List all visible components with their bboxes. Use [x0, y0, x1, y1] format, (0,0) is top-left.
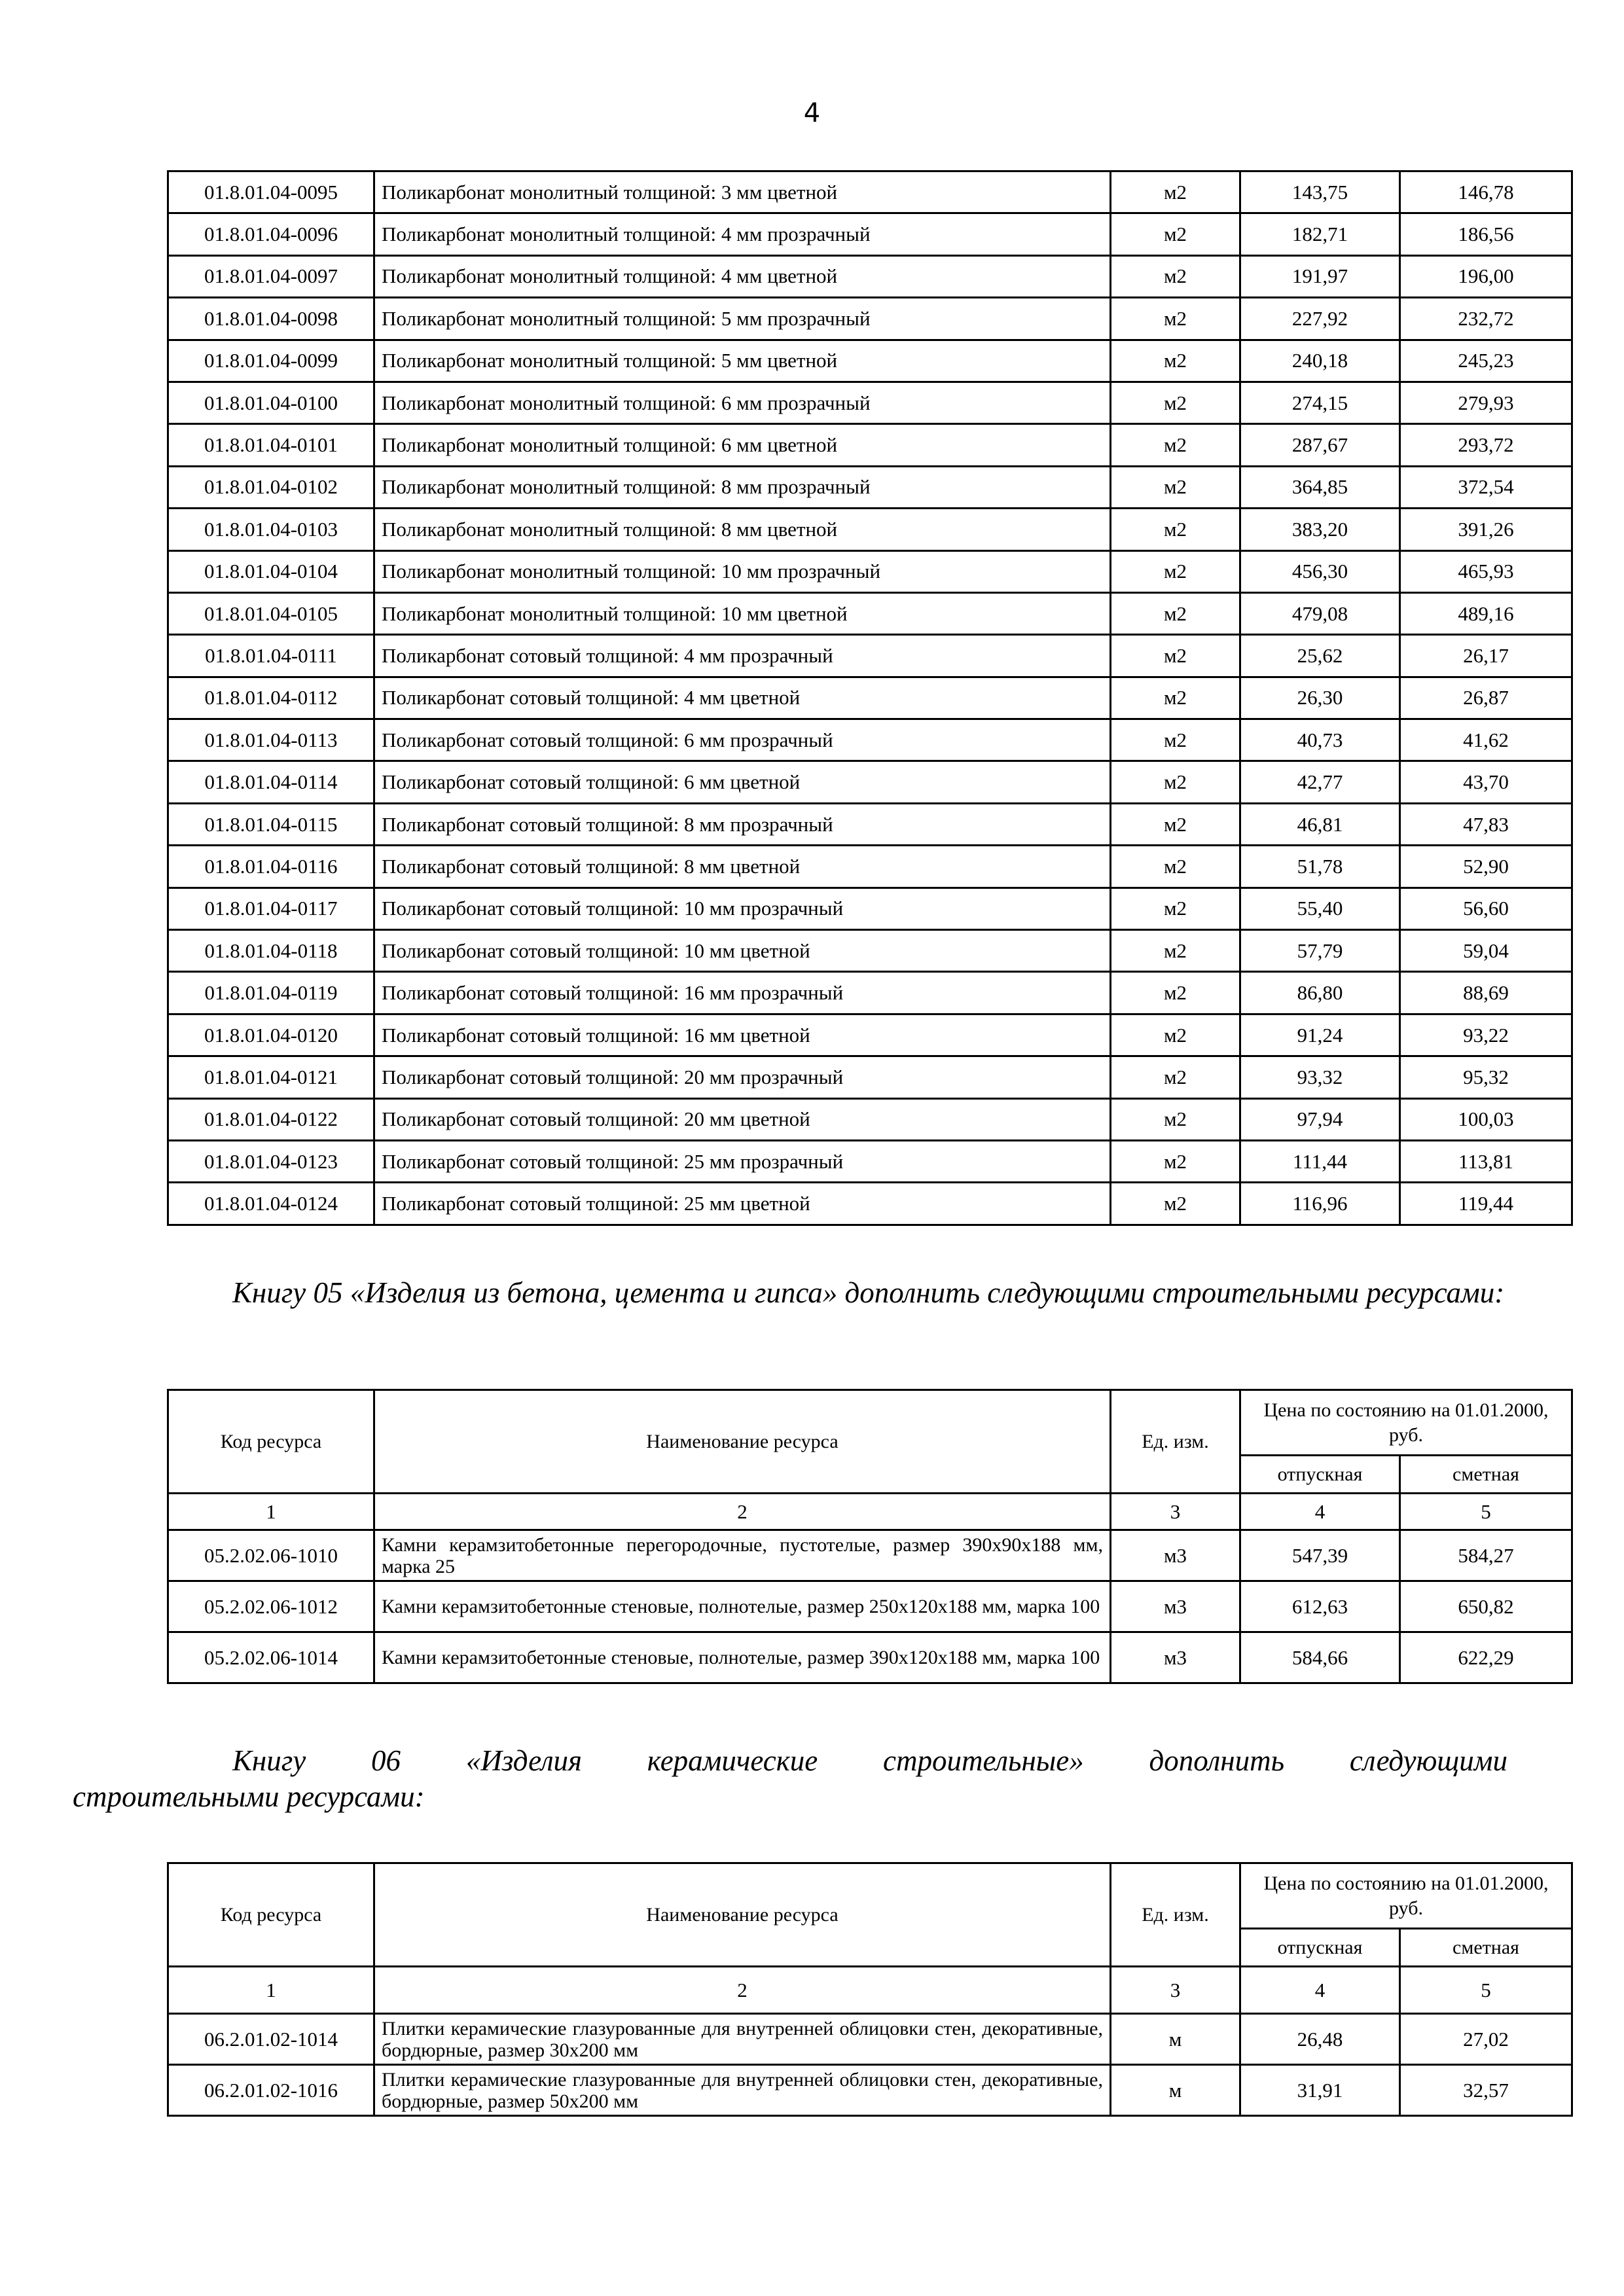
resource-name: Камни керамзитобетонные стеновые, полнотелые, размер 250х120х188 мм, марка 100	[374, 1581, 1111, 1632]
estimate-price: 279,93	[1400, 382, 1572, 423]
release-price: 383,20	[1240, 509, 1400, 550]
release-price: 612,63	[1240, 1581, 1400, 1632]
resource-name: Плитки керамические глазурованные для внутренней облицовки стен, декоративные, бордюрные, размер 50х200 мм	[374, 2065, 1111, 2116]
estimate-price: 650,82	[1400, 1581, 1572, 1632]
estimate-price: 372,54	[1400, 466, 1572, 508]
estimate-price: 465,93	[1400, 550, 1572, 592]
resource-name: Поликарбонат сотовый толщиной: 20 мм прозрачный	[374, 1056, 1111, 1098]
resource-unit: м2	[1111, 1140, 1240, 1182]
resources-table-05	[167, 1389, 1573, 1684]
estimate-price: 26,87	[1400, 677, 1572, 719]
table-row	[168, 1581, 1572, 1632]
release-price: 31,91	[1240, 2065, 1400, 2116]
resources-table-06	[167, 1862, 1573, 2117]
column-number: 1	[168, 1494, 374, 1530]
resource-code: 05.2.02.06-1012	[168, 1581, 374, 1632]
resource-name: Поликарбонат сотовый толщиной: 16 мм цветной	[374, 1014, 1111, 1056]
resource-unit: м2	[1111, 972, 1240, 1014]
resource-name: Поликарбонат монолитный толщиной: 10 мм цветной	[374, 592, 1111, 634]
release-price: 26,48	[1240, 2014, 1400, 2065]
resource-code: 01.8.01.04-0124	[168, 1183, 374, 1225]
resource-name: Поликарбонат сотовый толщиной: 6 мм прозрачный	[374, 719, 1111, 761]
release-price: 287,67	[1240, 424, 1400, 466]
estimate-price: 52,90	[1400, 846, 1572, 888]
table-row	[168, 888, 1572, 929]
resource-unit: м2	[1111, 719, 1240, 761]
resource-code: 01.8.01.04-0102	[168, 466, 374, 508]
release-price: 182,71	[1240, 213, 1400, 255]
resource-name: Поликарбонат монолитный толщиной: 6 мм цветной	[374, 424, 1111, 466]
resource-code: 01.8.01.04-0096	[168, 213, 374, 255]
resource-unit: м2	[1111, 466, 1240, 508]
release-price: 456,30	[1240, 550, 1400, 592]
resource-unit: м2	[1111, 761, 1240, 803]
estimate-price: 113,81	[1400, 1140, 1572, 1182]
resource-code: 01.8.01.04-0111	[168, 635, 374, 677]
estimate-price: 56,60	[1400, 888, 1572, 929]
header-price-group: Цена по состоянию на 01.01.2000, руб.	[1240, 1863, 1572, 1929]
header-row	[168, 1390, 1572, 1456]
column-number: 4	[1240, 1494, 1400, 1530]
header-unit: Ед. изм.	[1111, 1390, 1240, 1494]
estimate-price: 119,44	[1400, 1183, 1572, 1225]
release-price: 143,75	[1240, 171, 1400, 213]
resource-name: Поликарбонат сотовый толщиной: 20 мм цветной	[374, 1098, 1111, 1140]
resource-code: 01.8.01.04-0095	[168, 171, 374, 213]
resource-name: Поликарбонат сотовый толщиной: 6 мм цветной	[374, 761, 1111, 803]
estimate-price: 293,72	[1400, 424, 1572, 466]
resource-code: 01.8.01.04-0122	[168, 1098, 374, 1140]
column-number: 3	[1111, 1967, 1240, 2014]
estimate-price: 489,16	[1400, 592, 1572, 634]
page-number: 4	[803, 98, 821, 128]
table-row	[168, 255, 1572, 297]
resource-code: 01.8.01.04-0097	[168, 255, 374, 297]
estimate-price: 93,22	[1400, 1014, 1572, 1056]
resource-unit: м	[1111, 2065, 1240, 2116]
release-price: 46,81	[1240, 803, 1400, 845]
header-name: Наименование ресурса	[374, 1390, 1111, 1494]
resource-unit: м2	[1111, 213, 1240, 255]
resource-code: 01.8.01.04-0119	[168, 972, 374, 1014]
resource-name: Поликарбонат монолитный толщиной: 4 мм прозрачный	[374, 213, 1111, 255]
estimate-price: 41,62	[1400, 719, 1572, 761]
release-price: 97,94	[1240, 1098, 1400, 1140]
column-number: 3	[1111, 1494, 1240, 1530]
estimate-price: 232,72	[1400, 298, 1572, 340]
table-row	[168, 592, 1572, 634]
release-price: 40,73	[1240, 719, 1400, 761]
resource-name: Плитки керамические глазурованные для внутренней облицовки стен, декоративные, бордюрные, размер 30х200 мм	[374, 2014, 1111, 2065]
resource-code: 01.8.01.04-0112	[168, 677, 374, 719]
table-row	[168, 340, 1572, 382]
column-number: 4	[1240, 1967, 1400, 2014]
resource-unit: м2	[1111, 382, 1240, 423]
resource-unit: м2	[1111, 424, 1240, 466]
column-number: 5	[1400, 1494, 1572, 1530]
resource-unit: м2	[1111, 888, 1240, 929]
resource-code: 01.8.01.04-0104	[168, 550, 374, 592]
table-row	[168, 1056, 1572, 1098]
resource-unit: м3	[1111, 1581, 1240, 1632]
column-number: 2	[374, 1967, 1111, 2014]
estimate-price: 622,29	[1400, 1632, 1572, 1683]
resources-table-01-body	[168, 171, 1572, 1225]
release-price: 111,44	[1240, 1140, 1400, 1182]
column-numbers-row	[168, 1967, 1572, 2014]
resource-code: 06.2.01.02-1016	[168, 2065, 374, 2116]
estimate-price: 27,02	[1400, 2014, 1572, 2065]
header-code: Код ресурса	[168, 1390, 374, 1494]
resource-code: 01.8.01.04-0116	[168, 846, 374, 888]
estimate-price: 391,26	[1400, 509, 1572, 550]
table-row	[168, 1183, 1572, 1225]
column-number: 5	[1400, 1967, 1572, 2014]
release-price: 116,96	[1240, 1183, 1400, 1225]
resource-name: Камни керамзитобетонные перегородочные, пустотелые, размер 390х90х188 мм, марка 25	[374, 1530, 1111, 1581]
resource-unit: м2	[1111, 171, 1240, 213]
estimate-price: 59,04	[1400, 930, 1572, 972]
resource-unit: м2	[1111, 930, 1240, 972]
table-row	[168, 382, 1572, 423]
column-numbers-row	[168, 1494, 1572, 1530]
resource-unit: м2	[1111, 340, 1240, 382]
release-price: 51,78	[1240, 846, 1400, 888]
resource-unit: м2	[1111, 1014, 1240, 1056]
resource-name: Поликарбонат сотовый толщиной: 10 мм прозрачный	[374, 888, 1111, 929]
resource-unit: м	[1111, 2014, 1240, 2065]
table-row	[168, 1140, 1572, 1182]
table-row	[168, 171, 1572, 213]
estimate-price: 196,00	[1400, 255, 1572, 297]
header-estimate-price: сметная	[1400, 1456, 1572, 1494]
resource-code: 01.8.01.04-0101	[168, 424, 374, 466]
resource-unit: м2	[1111, 1183, 1240, 1225]
estimate-price: 95,32	[1400, 1056, 1572, 1098]
estimate-price: 584,27	[1400, 1530, 1572, 1581]
table-row	[168, 1014, 1572, 1056]
resource-unit: м3	[1111, 1530, 1240, 1581]
release-price: 91,24	[1240, 1014, 1400, 1056]
table-row	[168, 1530, 1572, 1581]
estimate-price: 186,56	[1400, 213, 1572, 255]
release-price: 274,15	[1240, 382, 1400, 423]
resource-name: Поликарбонат монолитный толщиной: 8 мм прозрачный	[374, 466, 1111, 508]
release-price: 547,39	[1240, 1530, 1400, 1581]
resource-code: 06.2.01.02-1014	[168, 2014, 374, 2065]
release-price: 227,92	[1240, 298, 1400, 340]
resource-name: Поликарбонат монолитный толщиной: 6 мм прозрачный	[374, 382, 1111, 423]
resource-name: Поликарбонат сотовый толщиной: 25 мм прозрачный	[374, 1140, 1111, 1182]
resource-name: Поликарбонат сотовый толщиной: 4 мм прозрачный	[374, 635, 1111, 677]
resource-code: 05.2.02.06-1010	[168, 1530, 374, 1581]
resource-unit: м2	[1111, 509, 1240, 550]
estimate-price: 32,57	[1400, 2065, 1572, 2116]
resource-code: 05.2.02.06-1014	[168, 1632, 374, 1683]
table-row	[168, 550, 1572, 592]
table-row	[168, 972, 1572, 1014]
resource-code: 01.8.01.04-0118	[168, 930, 374, 972]
resource-code: 01.8.01.04-0121	[168, 1056, 374, 1098]
table-row	[168, 298, 1572, 340]
resource-name: Поликарбонат монолитный толщиной: 4 мм цветной	[374, 255, 1111, 297]
resource-name: Поликарбонат монолитный толщиной: 3 мм цветной	[374, 171, 1111, 213]
resource-name: Поликарбонат сотовый толщиной: 8 мм прозрачный	[374, 803, 1111, 845]
header-name: Наименование ресурса	[374, 1863, 1111, 1967]
resource-code: 01.8.01.04-0123	[168, 1140, 374, 1182]
resource-code: 01.8.01.04-0117	[168, 888, 374, 929]
release-price: 364,85	[1240, 466, 1400, 508]
column-number: 1	[168, 1967, 374, 2014]
resource-unit: м2	[1111, 846, 1240, 888]
resource-code: 01.8.01.04-0098	[168, 298, 374, 340]
resource-code: 01.8.01.04-0114	[168, 761, 374, 803]
resource-name: Поликарбонат монолитный толщиной: 5 мм цветной	[374, 340, 1111, 382]
table-row	[168, 677, 1572, 719]
resource-unit: м3	[1111, 1632, 1240, 1683]
header-code: Код ресурса	[168, 1863, 374, 1967]
release-price: 191,97	[1240, 255, 1400, 297]
resource-code: 01.8.01.04-0099	[168, 340, 374, 382]
column-number: 2	[374, 1494, 1111, 1530]
resource-unit: м2	[1111, 803, 1240, 845]
release-price: 240,18	[1240, 340, 1400, 382]
release-price: 584,66	[1240, 1632, 1400, 1683]
table-row	[168, 2014, 1572, 2065]
release-price: 86,80	[1240, 972, 1400, 1014]
resource-name: Поликарбонат сотовый толщиной: 8 мм цветной	[374, 846, 1111, 888]
resource-name: Поликарбонат монолитный толщиной: 10 мм прозрачный	[374, 550, 1111, 592]
table-row	[168, 466, 1572, 508]
table-row	[168, 424, 1572, 466]
resource-name: Поликарбонат сотовый толщиной: 25 мм цветной	[374, 1183, 1111, 1225]
resource-code: 01.8.01.04-0120	[168, 1014, 374, 1056]
table-row	[168, 1098, 1572, 1140]
resource-code: 01.8.01.04-0103	[168, 509, 374, 550]
table-row	[168, 761, 1572, 803]
table-row	[168, 803, 1572, 845]
table-row	[168, 846, 1572, 888]
header-release-price: отпускная	[1240, 1456, 1400, 1494]
resource-code: 01.8.01.04-0115	[168, 803, 374, 845]
release-price: 26,30	[1240, 677, 1400, 719]
estimate-price: 146,78	[1400, 171, 1572, 213]
release-price: 42,77	[1240, 761, 1400, 803]
resource-code: 01.8.01.04-0100	[168, 382, 374, 423]
section-05-heading: Книгу 05 «Изделия из бетона, цемента и гипса» дополнить следующими строительными ресурсами:	[232, 1276, 1505, 1309]
header-estimate-price: сметная	[1400, 1929, 1572, 1967]
resource-code: 01.8.01.04-0105	[168, 592, 374, 634]
estimate-price: 26,17	[1400, 635, 1572, 677]
header-row	[168, 1863, 1572, 1929]
estimate-price: 47,83	[1400, 803, 1572, 845]
estimate-price: 88,69	[1400, 972, 1572, 1014]
resources-table-01	[167, 170, 1573, 1226]
header-release-price: отпускная	[1240, 1929, 1400, 1967]
resource-unit: м2	[1111, 1098, 1240, 1140]
resource-unit: м2	[1111, 592, 1240, 634]
resource-name: Камни керамзитобетонные стеновые, полнотелые, размер 390х120х188 мм, марка 100	[374, 1632, 1111, 1683]
section-06-heading	[73, 1743, 1507, 1815]
header-unit: Ед. изм.	[1111, 1863, 1240, 1967]
release-price: 479,08	[1240, 592, 1400, 634]
table-row	[168, 635, 1572, 677]
resource-name: Поликарбонат монолитный толщиной: 5 мм прозрачный	[374, 298, 1111, 340]
resource-unit: м2	[1111, 550, 1240, 592]
release-price: 93,32	[1240, 1056, 1400, 1098]
resource-name: Поликарбонат сотовый толщиной: 16 мм прозрачный	[374, 972, 1111, 1014]
resource-unit: м2	[1111, 635, 1240, 677]
table-row	[168, 509, 1572, 550]
resource-unit: м2	[1111, 677, 1240, 719]
estimate-price: 245,23	[1400, 340, 1572, 382]
resource-name: Поликарбонат монолитный толщиной: 8 мм цветной	[374, 509, 1111, 550]
resource-unit: м2	[1111, 298, 1240, 340]
resource-unit: м2	[1111, 1056, 1240, 1098]
section-06-heading-line2: строительными ресурсами:	[73, 1780, 425, 1813]
resource-name: Поликарбонат сотовый толщиной: 10 мм цветной	[374, 930, 1111, 972]
resource-code: 01.8.01.04-0113	[168, 719, 374, 761]
table-row	[168, 213, 1572, 255]
table-row	[168, 719, 1572, 761]
release-price: 25,62	[1240, 635, 1400, 677]
table-row	[168, 1632, 1572, 1683]
table-row	[168, 930, 1572, 972]
release-price: 57,79	[1240, 930, 1400, 972]
header-price-group: Цена по состоянию на 01.01.2000, руб.	[1240, 1390, 1572, 1456]
resource-name: Поликарбонат сотовый толщиной: 4 мм цветной	[374, 677, 1111, 719]
section-06-heading-line1: Книгу 06 «Изделия керамические строительные» дополнить следующими	[232, 1744, 1507, 1777]
release-price: 55,40	[1240, 888, 1400, 929]
table-row	[168, 2065, 1572, 2116]
estimate-price: 100,03	[1400, 1098, 1572, 1140]
resource-unit: м2	[1111, 255, 1240, 297]
estimate-price: 43,70	[1400, 761, 1572, 803]
